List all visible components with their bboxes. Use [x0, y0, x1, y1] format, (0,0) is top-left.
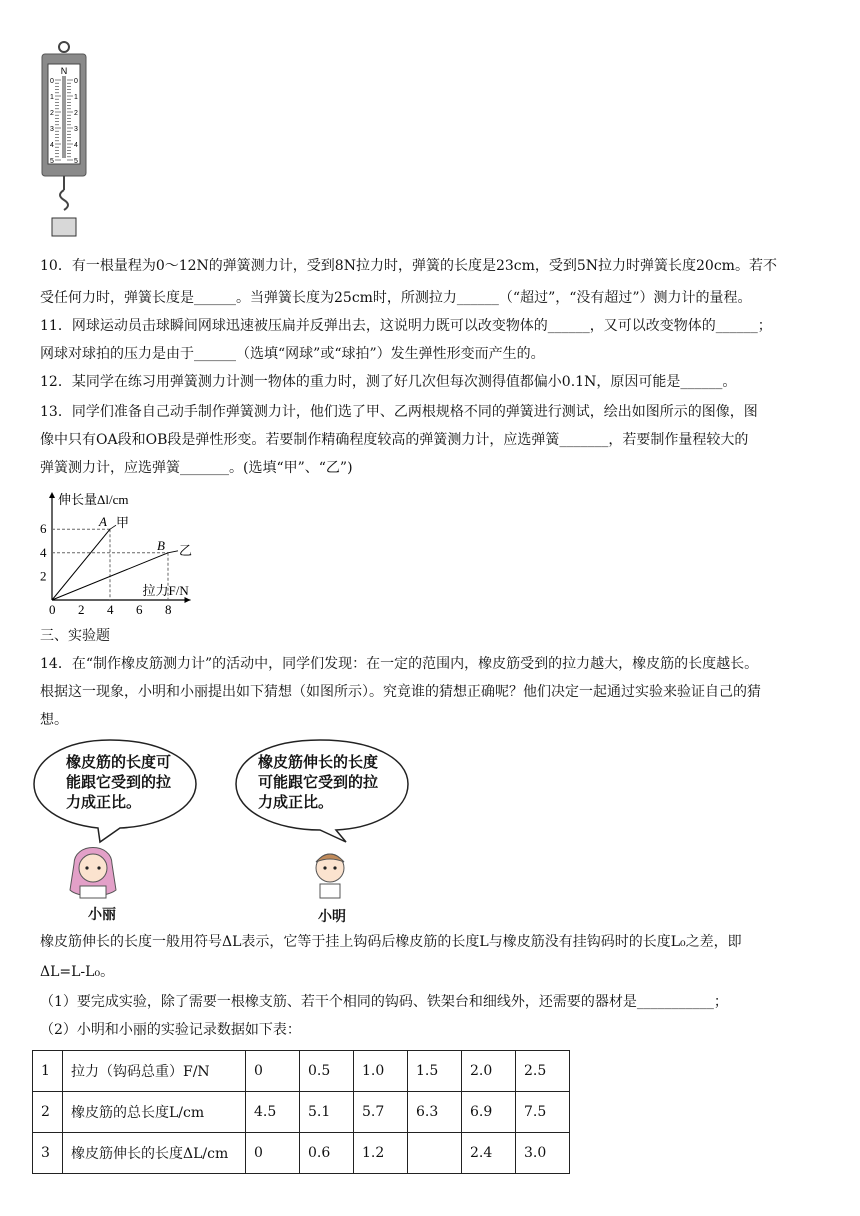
x-tick-label: 2: [78, 602, 85, 616]
y-axis-arrow: [49, 492, 55, 498]
table-cell: 1.0: [354, 1051, 408, 1092]
gauge-tick-label-right: 5: [74, 158, 78, 165]
series-point-label-1: A: [99, 514, 107, 530]
x-tick-label: 8: [165, 602, 172, 616]
gauge-tick-label-left: 5: [50, 158, 54, 165]
series-name-2: 乙: [179, 542, 193, 558]
table-cell: 1: [33, 1051, 63, 1092]
table-cell: 2.4: [462, 1133, 516, 1174]
y-tick-label: 4: [40, 544, 47, 560]
table-cell: 1.5: [408, 1051, 462, 1092]
name-xiaoming: 小明: [318, 909, 346, 925]
q11-line1: 11．网球运动员击球瞬间网球迅速被压扁并反弹出去，这说明力既可以改变物体的______，又可以改变物体的______；: [40, 318, 772, 334]
x-tick-label: 0: [49, 602, 56, 616]
x-tick-label: 4: [107, 602, 114, 616]
gauge-tick-label-left: 1: [50, 94, 54, 101]
table-row: [33, 1092, 570, 1133]
table-cell: 2: [33, 1092, 63, 1133]
q10-line1: 10．有一根量程为0～12N的弹簧测力计，受到8N拉力时，弹簧的长度是23cm，受到5N拉力时弹簧长度20cm。若不: [40, 258, 777, 274]
q14-def1: 橡皮筋伸长的长度一般用符号ΔL表示，它等于挂上钩码后橡皮筋的长度L与橡皮筋没有挂钩码时的长度L₀之差，即: [40, 934, 742, 950]
bubble-left-line1: 橡皮筋的长度可: [66, 753, 172, 771]
gauge-tick-label-left: 4: [50, 142, 54, 149]
gauge-unit: N: [60, 66, 68, 76]
xiaoli-figure: [70, 848, 116, 899]
q11-line2: 网球对球拍的压力是由于______（选填“网球”或“球拍”）发生弹性形变而产生的。: [40, 346, 545, 362]
q14-def2: ΔL=L-L₀。: [40, 964, 115, 980]
q13-line2: 像中只有OA段和OB段是弹性形变。若要制作精确程度较高的弹簧测力计，应选弹簧_______，若要制作量程较大的: [40, 432, 749, 448]
section-title: 三、实验题: [40, 628, 110, 644]
table-cell: 5.1: [300, 1092, 354, 1133]
table-cell: 2.5: [516, 1051, 570, 1092]
table-row: [33, 1051, 570, 1092]
data-table: [32, 1050, 570, 1174]
bubble-left-line2: 能跟它受到的拉: [66, 773, 172, 791]
q13-line1: 13．同学们准备自己动手制作弹簧测力计，他们选了甲、乙两根规格不同的弹簧进行测试，绘出如图所示的图像，图: [40, 404, 758, 420]
table-cell: 0: [246, 1051, 300, 1092]
table-cell: 4.5: [246, 1092, 300, 1133]
table-cell: 2.0: [462, 1051, 516, 1092]
gauge-tick-label-left: 0: [50, 78, 54, 85]
gauge-tick-label-right: 1: [74, 94, 78, 101]
gauge-tick-label-left: 3: [50, 126, 54, 133]
y-tick-label: 6: [40, 521, 47, 537]
gauge-tick-label-right: 2: [74, 110, 78, 117]
table-cell: 0.6: [300, 1133, 354, 1174]
q14-line2: 根据这一现象，小明和小丽提出如下猜想（如图所示）。究竟谁的猜想正确呢？他们决定一起通过实验来验证自己的猜: [40, 684, 761, 700]
table-cell: 1.2: [354, 1133, 408, 1174]
gauge-tick-label-right: 0: [74, 78, 78, 85]
table-cell: [408, 1133, 462, 1174]
q14-part2: （2）小明和小丽的实验记录数据如下表：: [40, 1022, 301, 1038]
q13-line3: 弹簧测力计，应选弹簧_______。(选填“甲”、“乙”): [40, 460, 353, 476]
q10-line2: 受任何力时，弹簧长度是______。当弹簧长度为25cm时，所测拉力______（“超过”，“没有超过”）测力计的量程。: [40, 290, 752, 306]
spring-scale-figure: [36, 40, 96, 240]
xiaoming-figure: [316, 854, 344, 898]
gauge-tick-label-left: 2: [50, 110, 54, 117]
series-name-1: 甲: [116, 515, 130, 531]
series-line-1: [52, 529, 110, 600]
extension-force-graph: [30, 488, 240, 616]
table-cell: 3.0: [516, 1133, 570, 1174]
q14-line1: 14．在“制作橡皮筋测力计”的活动中，同学们发现：在一定的范围内，橡皮筋受到的拉力越大，橡皮筋的长度越长。: [40, 656, 759, 672]
q14-line3: 想。: [40, 712, 68, 728]
y-tick-label: 2: [40, 568, 47, 584]
q12-line1: 12．某同学在练习用弹簧测力计测一物体的重力时，测了好几次但每次测得值都偏小0.1N，原因可能是______。: [40, 374, 737, 390]
table-cell: 7.5: [516, 1092, 570, 1133]
series-ext-2: [168, 551, 178, 553]
x-tick-label: 6: [136, 602, 143, 616]
table-cell: 3: [33, 1133, 63, 1174]
q14-part1: （1）要完成实验，除了需要一根橡支筋、若干个相同的钩码、铁架台和细线外，还需要的器材是___________；: [40, 994, 728, 1010]
table-cell: 0: [246, 1133, 300, 1174]
name-xiaoli: 小丽: [88, 907, 116, 923]
bubble-right-line3: 力成正比。: [258, 793, 334, 811]
table-row: [33, 1133, 570, 1174]
table-cell: 0.5: [300, 1051, 354, 1092]
table-cell: 5.7: [354, 1092, 408, 1133]
gauge-tick-label-right: 3: [74, 126, 78, 133]
bubble-left-line3: 力成正比。: [66, 793, 142, 811]
series-point-label-2: B: [157, 537, 165, 553]
bubble-right-line2: 可能跟它受到的拉: [258, 773, 379, 791]
bubble-right-line1: 橡皮筋伸长的长度: [258, 753, 379, 771]
y-axis-label: 伸长量Δl/cm: [58, 492, 129, 507]
table-cell: 6.9: [462, 1092, 516, 1133]
x-axis-label: 拉力F/N: [142, 583, 189, 598]
table-cell: 拉力（钩码总重）F/N: [63, 1051, 246, 1092]
table-cell: 橡皮筋的总长度L/cm: [63, 1092, 246, 1133]
table-cell: 橡皮筋伸长的长度ΔL/cm: [63, 1133, 246, 1174]
table-cell: 6.3: [408, 1092, 462, 1133]
gauge-tick-label-right: 4: [74, 142, 78, 149]
